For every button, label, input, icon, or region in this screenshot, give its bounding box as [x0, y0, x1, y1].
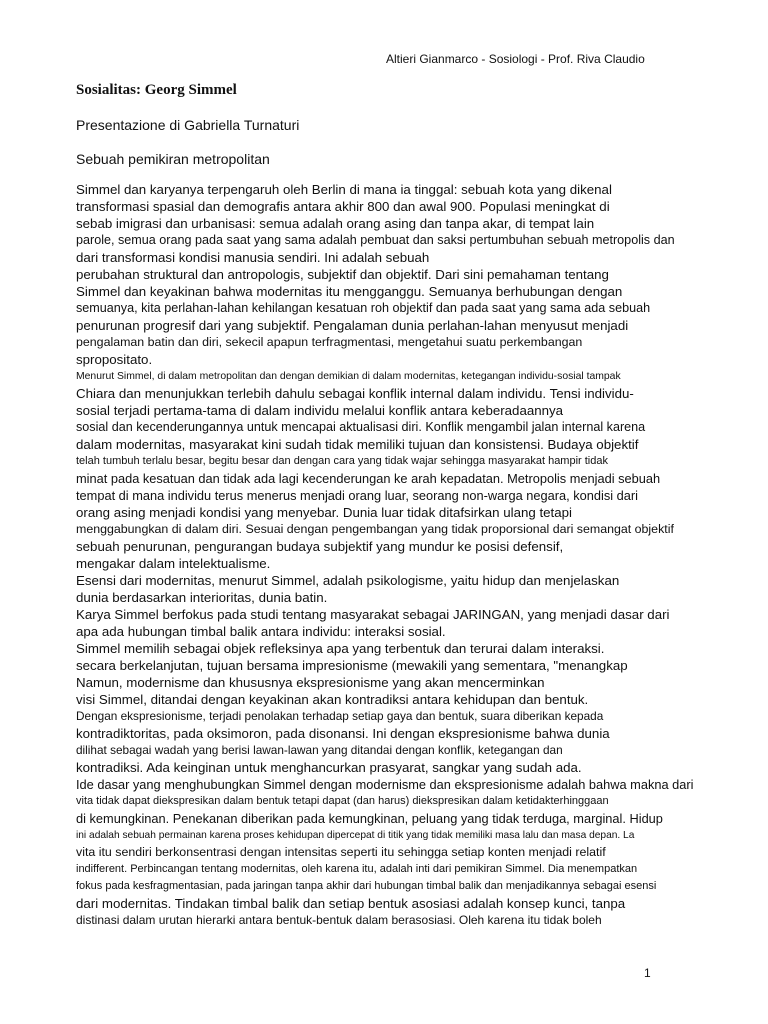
text-line: secara berkelanjutan, tujuan bersama impresionisme (mewakili yang sementara, "menangkap	[76, 658, 628, 673]
text-line: sosial terjadi pertama-tama di dalam individu melalui konflik antara keberadaannya	[76, 403, 564, 418]
text-line: dilihat sebagai wadah yang berisi lawan-lawan yang ditandai dengan konflik, ketegangan dan	[76, 743, 563, 757]
text-line: visi Simmel, ditandai dengan keyakinan akan kontradiksi antara kehidupan dan bentuk.	[76, 692, 589, 707]
page-number: 1	[644, 966, 651, 980]
text-line: indifferent. Perbincangan tentang modernitas, oleh karena itu, adalah inti dari pemikiran Simmel. Dia menempatkan	[76, 863, 638, 875]
text-line: sosial dan kecenderungannya untuk mencapai aktualisasi diri. Konflik mengambil jalan internal karena	[76, 420, 646, 434]
text-line: Karya Simmel berfokus pada studi tentang masyarakat sebagai JARINGAN, yang menjadi dasar dari	[76, 607, 670, 622]
text-line: orang asing menjadi kondisi yang menyebar. Dunia luar tidak ditafsirkan ulang tetapi	[76, 505, 572, 520]
text-line: apa ada hubungan timbal balik antara individu: interaksi sosial.	[76, 624, 446, 639]
document-title: Sosialitas: Georg Simmel	[76, 82, 237, 98]
text-line: perubahan struktural dan antropologis, subjektif dan objektif. Dari sini pemahaman tentang	[76, 267, 609, 282]
text-line: mengakar dalam intelektualisme.	[76, 556, 271, 571]
text-line: Simmel dan keyakinan bahwa modernitas itu mengganggu. Semuanya berhubungan dengan	[76, 284, 623, 299]
text-line: sebuah penurunan, pengurangan budaya subjektif yang mundur ke posisi defensif,	[76, 539, 564, 554]
text-line: kontradiktoritas, pada oksimoron, pada disonansi. Ini dengan ekspresionisme bahwa dunia	[76, 726, 610, 741]
text-line: Esensi dari modernitas, menurut Simmel, adalah psikologisme, yaitu hidup dan menjelaskan	[76, 573, 620, 588]
text-line: Ide dasar yang menghubungkan Simmel dengan modernisme dan ekspresionisme adalah bahwa makna dari	[76, 777, 694, 792]
text-line: Menurut Simmel, di dalam metropolitan dan dengan demikian di dalam modernitas, ketegangan individu-sosial tampak	[76, 371, 621, 382]
text-line: Dengan ekspresionisme, terjadi penolakan terhadap setiap gaya dan bentuk, suara diberikan kepada	[76, 709, 604, 723]
presenter-line: Presentazione di Gabriella Turnaturi	[76, 117, 300, 133]
text-line: ini adalah sebuah permainan karena proses kehidupan dipercepat di titik yang tidak memiliki masa lalu dan masa depan. La	[76, 830, 635, 841]
text-line: Namun, modernisme dan khususnya ekspresionisme yang akan mencerminkan	[76, 675, 545, 690]
text-line: dari transformasi kondisi manusia sendiri. Ini adalah sebuah	[76, 250, 430, 265]
text-line: spropositato.	[76, 352, 153, 367]
text-line: vita tidak dapat diekspresikan dalam bentuk tetapi dapat (dan harus) diekspresikan dalam ketidakterhinggaan	[76, 795, 609, 807]
body-text	[76, 181, 766, 929]
text-line: transformasi spasial dan demografis antara akhir 800 dan awal 900. Populasi meningkat di	[76, 199, 610, 214]
text-line: Simmel memilih sebagai objek refleksinya apa yang terbentuk dan terurai dalam interaksi.	[76, 641, 605, 656]
text-line: menggabungkan di dalam diri. Sesuai dengan pengembangan yang tidak proporsional dari semangat objektif	[76, 522, 674, 536]
text-line: distinasi dalam urutan hierarki antara bentuk-bentuk dalam berasosiasi. Oleh karena itu tidak boleh	[76, 913, 602, 927]
section-heading: Sebuah pemikiran metropolitan	[76, 151, 270, 167]
text-line: pengalaman batin dan diri, sekecil apapun terfragmentasi, mengetahui suatu perkembangan	[76, 335, 583, 349]
text-line: telah tumbuh terlalu besar, begitu besar dan dengan cara yang tidak wajar sehingga masyarakat hampir tidak	[76, 455, 608, 467]
text-line: penurunan progresif dari yang subjektif. Pengalaman dunia perlahan-lahan menyusut menjadi	[76, 318, 629, 333]
text-line: minat pada kesatuan dan tidak ada lagi kecenderungan ke arah kepadatan. Metropolis menjadi sebuah	[76, 471, 661, 486]
text-line: dari modernitas. Tindakan timbal balik dan setiap bentuk asosiasi adalah konsep kunci, tanpa	[76, 896, 626, 911]
text-line: parole, semua orang pada saat yang sama adalah pembuat dan saksi pertumbuhan sebuah metropolis dan	[76, 233, 675, 247]
text-line: semuanya, kita perlahan-lahan kehilangan kesatuan roh objektif dan pada saat yang sama ada sebuah	[76, 301, 651, 315]
text-line: sebab imigrasi dan urbanisasi: semua adalah orang asing dan tanpa akar, di tempat lain	[76, 216, 595, 231]
text-line: di kemungkinan. Penekanan diberikan pada kemungkinan, peluang yang tidak terduga, marginal. Hidup	[76, 811, 663, 826]
text-line: dunia berdasarkan interioritas, dunia batin.	[76, 590, 328, 605]
text-line: vita itu sendiri berkonsentrasi dengan intensitas seperti itu sehingga setiap konten menjadi relatif	[76, 845, 606, 859]
text-line: fokus pada kesfragmentasian, pada jaringan tanpa akhir dari hubungan timbal balik dan menjadikannya sebagai esensi	[76, 880, 657, 892]
text-line: Simmel dan karyanya terpengaruh oleh Berlin di mana ia tinggal: sebuah kota yang dikenal	[76, 182, 612, 197]
text-line: kontradiksi. Ada keinginan untuk menghancurkan prasyarat, sangkar yang sudah ada.	[76, 760, 582, 775]
text-line: dalam modernitas, masyarakat kini sudah tidak memiliki tujuan dan konsistensi. Budaya objektif	[76, 437, 639, 452]
page-header: Altieri Gianmarco - Sosiologi - Prof. Riva Claudio	[386, 52, 645, 66]
text-line: tempat di mana individu terus menerus menjadi orang luar, seorang non-warga negara, kondisi dari	[76, 488, 638, 503]
text-line: Chiara dan menunjukkan terlebih dahulu sebagai konflik internal dalam individu. Tensi individu-	[76, 386, 634, 401]
